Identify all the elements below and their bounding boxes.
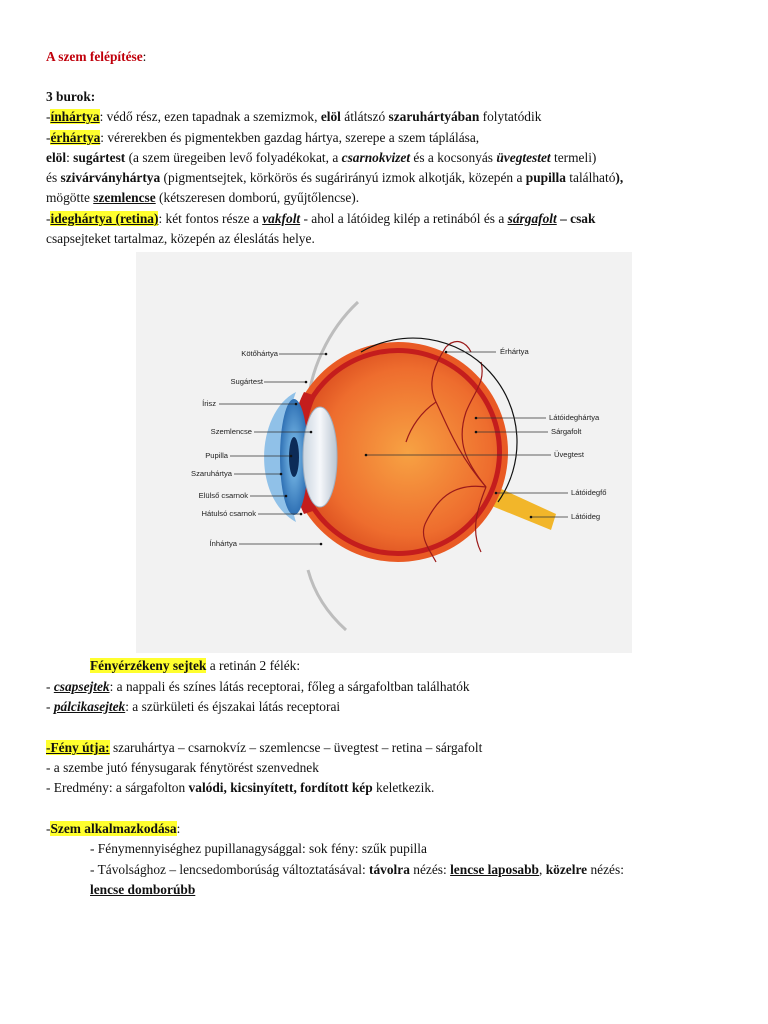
label-kotohartya: Kötőhártya	[241, 349, 278, 358]
eye-illustration	[136, 252, 632, 653]
line-szivarvany	[46, 169, 623, 186]
title-colon: :	[142, 49, 147, 64]
line-palcikasejtek	[46, 698, 340, 715]
text: - a szembe jutó fénysugarak fénytörést szenvednek	[46, 760, 319, 775]
text: : vérerekben és pigmentekben gazdag hártya, szerepe a szem táplálása,	[100, 130, 480, 145]
line-fenymennyiseg	[90, 840, 427, 857]
bold-italic-text: vakfolt	[262, 211, 301, 226]
label-latoideghartya: Látóideghártya	[549, 413, 600, 422]
line-feny-utja	[46, 739, 482, 756]
text: - Távolsághoz – lencsedomborúság változtatásával:	[90, 862, 370, 877]
line-erhartya	[46, 129, 479, 146]
bold-text: közelre	[545, 862, 588, 877]
text: keletkezik.	[372, 780, 435, 795]
label-hatulso-csarnok: Hátulsó csarnok	[201, 509, 256, 518]
dash: -	[46, 211, 51, 226]
bold-text: pupilla	[525, 170, 566, 185]
bold-italic-text: üvegtestet	[496, 150, 551, 165]
line-elol	[46, 149, 596, 166]
label-szaruhartya: Szaruhártya	[191, 469, 232, 478]
dash: -	[46, 130, 51, 145]
text: átlátszó	[340, 109, 389, 124]
bold-text: ),	[615, 170, 624, 185]
text: csapsejteket tartalmaz, közepén az éleslátás helye.	[46, 231, 315, 246]
bold-text: valódi, kicsinyített, fordított kép	[188, 780, 373, 795]
term-palcikasejtek: pálcikasejtek	[53, 699, 126, 714]
term-ideghartya: ideghártya (retina)	[50, 211, 159, 226]
lens-shape	[303, 407, 337, 507]
text: szaruhártya – csarnokvíz – szemlencse – üvegtest – retina – sárgafolt	[109, 740, 483, 755]
text: : a nappali és színes látás receptorai, főleg a sárgafoltban találhatók	[109, 679, 470, 694]
line-fenytores	[46, 759, 319, 776]
line-lencse-domborubb	[90, 881, 195, 898]
eye-diagram	[136, 252, 632, 653]
bold-underline-text: lencse laposabb	[450, 862, 539, 877]
bold-text: távolra	[369, 862, 410, 877]
bold-text: elöl	[320, 109, 341, 124]
text: : védő rész, ezen tapadnak a szemizmok,	[99, 109, 321, 124]
text: a retinán 2 félék:	[206, 658, 301, 673]
bold-underline-text: lencse domborúbb	[90, 882, 196, 897]
text: nézés:	[587, 862, 624, 877]
label-erhartya: Érhártya	[500, 347, 529, 356]
text: - Eredmény: a sárgafolton	[46, 780, 189, 795]
text: :	[66, 150, 74, 165]
text: (pigmentsejtek, körkörös és sugárirányú izmok alkotják, közepén a	[160, 170, 526, 185]
bold-italic-text: csarnokvizet	[341, 150, 411, 165]
text: : a szürkületi és éjszakai látás receptorai	[125, 699, 341, 714]
line-csapsejteket	[46, 230, 315, 247]
term-fenyerzekeny: Fényérzékeny sejtek	[90, 658, 207, 673]
text: (kétszeresen domború, gyűjtőlencse).	[155, 190, 360, 205]
bold-text: sugártest	[73, 150, 126, 165]
text: (a szem üregeiben levő folyadékokat, a	[125, 150, 342, 165]
line-tavolsag	[90, 861, 624, 878]
text: és a kocsonyás	[410, 150, 497, 165]
bold-text: szaruhártyában	[388, 109, 480, 124]
label-szemlencse: Szemlencse	[210, 427, 252, 436]
text: ,	[539, 862, 546, 877]
label-elulso-csarnok: Elülső csarnok	[198, 491, 248, 500]
dash: -	[46, 109, 51, 124]
label-sugartest: Sugártest	[230, 377, 263, 386]
term-inhartya: ínhártya	[50, 109, 100, 124]
text: : két fontos része a	[158, 211, 263, 226]
bold-text: – csak	[556, 211, 596, 226]
term-erhartya: érhártya	[50, 130, 101, 145]
label-pupilla: Pupilla	[205, 451, 228, 460]
term-feny-utja: -Fény útja:	[46, 740, 110, 755]
text: mögötte	[46, 190, 94, 205]
text: :	[176, 821, 181, 836]
label-latoidegfo: Látóidegfő	[571, 488, 607, 497]
line-eredmeny	[46, 779, 434, 796]
text: - Fénymennyiséghez pupillanagysággal: sok fény: szűk pupilla	[90, 841, 427, 856]
text: folytatódik	[479, 109, 542, 124]
title-text: A szem felépítése	[46, 49, 143, 64]
label-irisz: Írisz	[202, 399, 216, 408]
dash: -	[46, 699, 54, 714]
burok-heading-text: 3 burok:	[46, 89, 96, 104]
label-sargafolt: Sárgafolt	[551, 427, 582, 436]
bold-text: elöl	[46, 150, 67, 165]
bold-text: szivárványhártya	[60, 170, 161, 185]
dash: -	[46, 821, 51, 836]
text: termeli)	[550, 150, 597, 165]
text: - ahol a látóideg kilép a retinából és a	[300, 211, 508, 226]
text: nézés:	[409, 862, 451, 877]
conjunctiva-lower-shape	[308, 570, 346, 630]
bold-underline-text: szemlencse	[93, 190, 156, 205]
line-csapsejtek	[46, 678, 470, 695]
term-szem-alkalmazkodasa: Szem alkalmazkodása	[50, 821, 177, 836]
text: és	[46, 170, 61, 185]
line-inhartya	[46, 108, 541, 125]
line-alkalmazkodas	[46, 820, 180, 837]
line-mogotte	[46, 189, 359, 206]
label-inhartya: Ínhártya	[209, 539, 237, 548]
text: található	[565, 170, 616, 185]
term-csapsejtek: csapsejtek	[53, 679, 110, 694]
page-title	[46, 48, 146, 65]
line-ideghartya	[46, 210, 595, 227]
burok-heading	[46, 88, 95, 105]
line-fenyerzekeny	[90, 657, 300, 674]
bold-italic-text: sárgafolt	[507, 211, 557, 226]
dash: -	[46, 679, 54, 694]
label-uvegtest: Üvegtest	[554, 450, 584, 459]
label-latoideg: Látóideg	[571, 512, 601, 521]
